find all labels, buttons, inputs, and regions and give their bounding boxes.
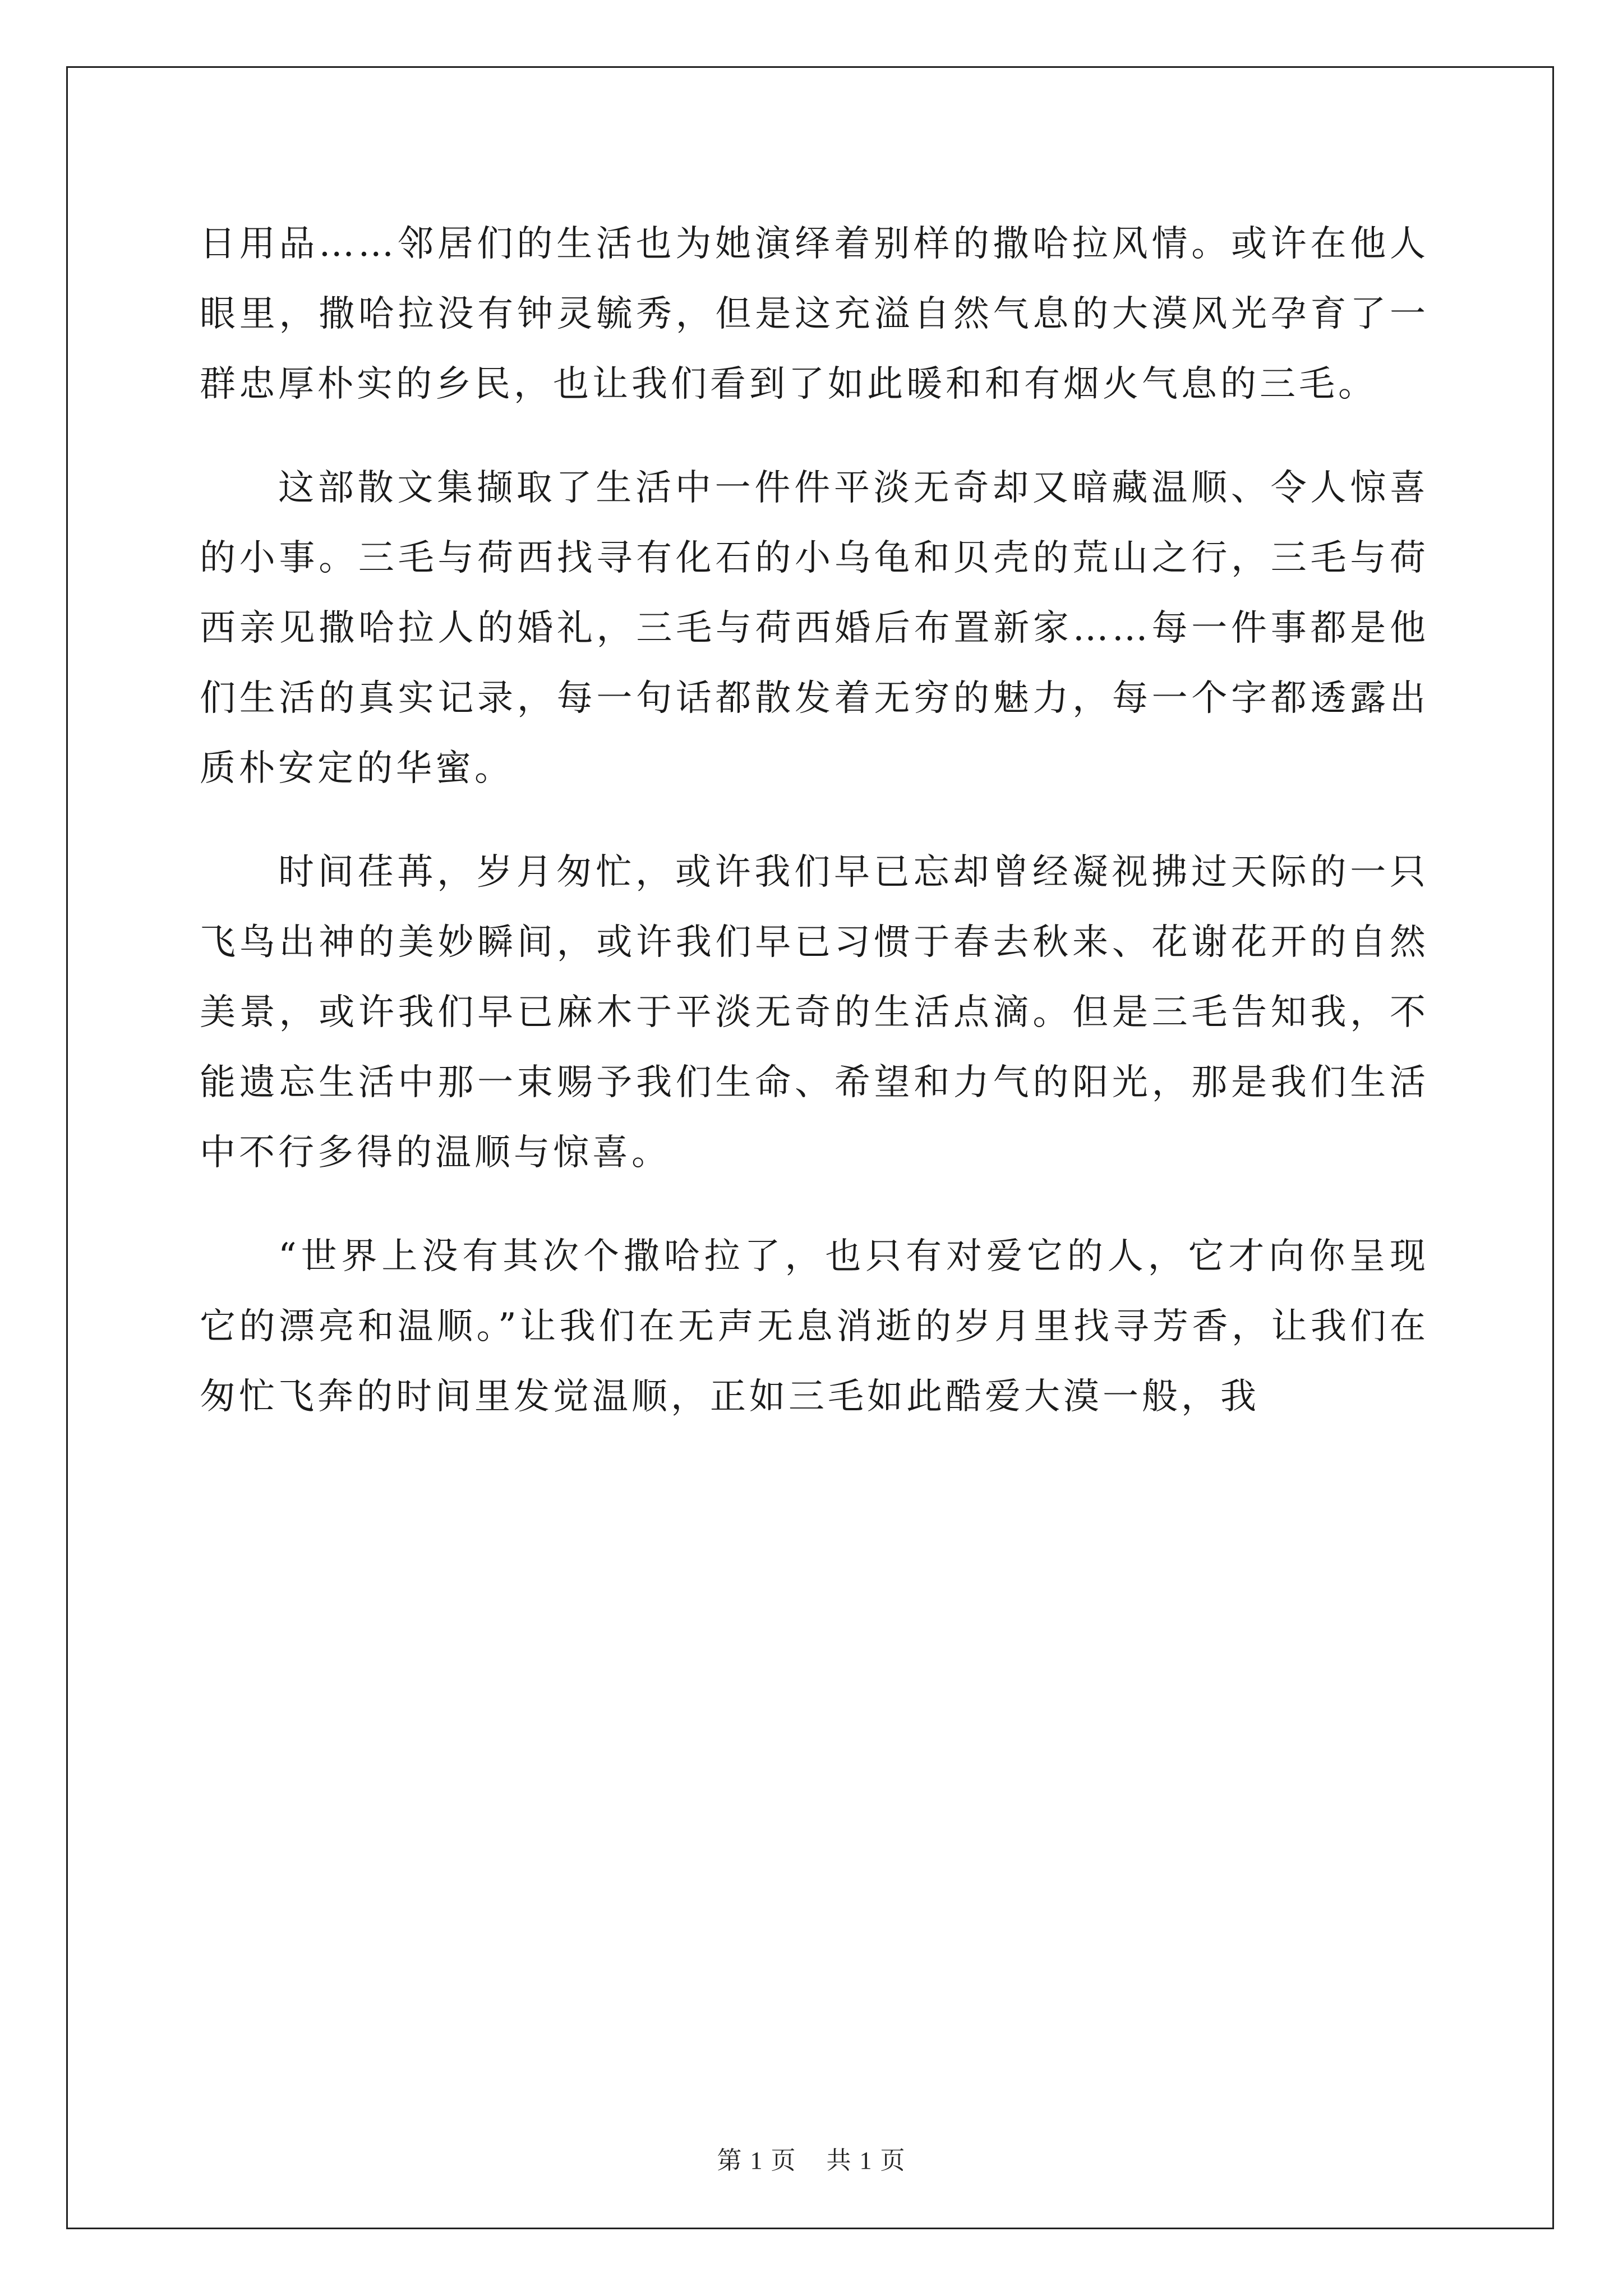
paragraph-4: “世界上没有其次个撒哈拉了，也只有对爱它的人，它才向你呈现它的漂亮和温顺。”让我们在无声无息消逝的岁月里找寻芳香，让我们在匆忙飞奔的时间里发觉温顺，正如三毛如此酷爱大漠一般，我 (200, 1236, 1429, 1418)
paragraph-2: 这部散文集撷取了生活中一件件平淡无奇却又暗藏温顺、令人惊喜的小事。三毛与荷西找寻有化石的小乌龟和贝壳的荒山之行，三毛与荷西亲见撒哈拉人的婚礼，三毛与荷西婚后布置新家……每一件事都是他们生活的真实记录，每一句话都散发着无穷的魅力，每一个字都透露出质朴安定的华蜜。 (200, 467, 1429, 789)
paragraph-1: 日用品……邻居们的生活也为她演绎着别样的撒哈拉风情。或许在他人眼里，撒哈拉没有钟灵毓秀，但是这充溢自然气息的大漠风光孕育了一群忠厚朴实的乡民，也让我们看到了如此暖和和有烟火气息的三毛。 (200, 223, 1429, 405)
document-body (200, 209, 1429, 1432)
page-number: 第 1 页 (717, 2147, 797, 2174)
page-total: 共 1 页 (826, 2147, 906, 2174)
paragraph-3: 时间荏苒，岁月匆忙，或许我们早已忘却曾经凝视拂过天际的一只飞鸟出神的美妙瞬间，或许我们早已习惯于春去秋来、花谢花开的自然美景，或许我们早已麻木于平淡无奇的生活点滴。但是三毛告知我，不能遗忘生活中那一束赐予我们生命、希望和力气的阳光，那是我们生活中不行多得的温顺与惊喜。 (200, 852, 1429, 1174)
page-footer (0, 2140, 1623, 2176)
